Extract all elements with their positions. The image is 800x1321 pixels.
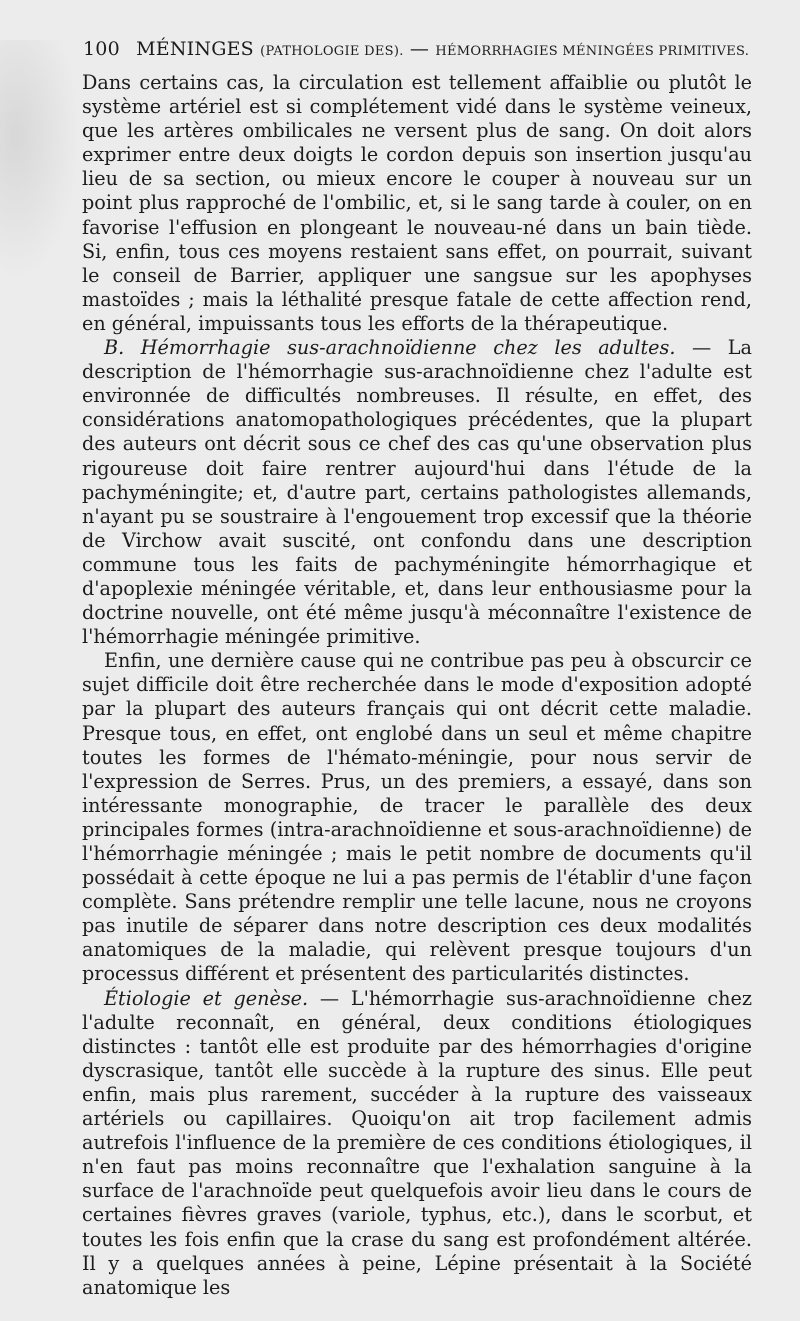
page-number: 100 [83,38,120,60]
paragraph-4-text: L'hémorrhagie sus-arachnoïdienne chez l'adulte reconnaît, en général, deux conditions étiologiques distinctes : tantôt elle est produite par des hémorrhagies d'origine dyscrasique, tantôt elle succède à la rupture des sinus. Elle peut enfin, mais plus rarement, succéder à la rupture des vaisseaux artériels ou capillaires. Quoiqu'on ait trop facilement admis autrefois l'influence de la première de ces conditions étiologiques, il n'en faut pas moins reconnaître que l'exhalation sanguine à la surface de l'arachnoïde peut quelquefois avoir lieu dans le cours de certaines fièvres graves (variole, typhus, etc.), dans le scorbut, et toutes les fois enfin que la crase du sang est profondément altérée. Il y a quelques années à peine, Lépine présentait à la Société anatomique les [82,986,752,1299]
running-header [83,38,753,60]
paragraph-1: Dans certains cas, la circulation est tellement affaiblie ou plutôt le système artériel est si complétement vidé dans le système veineux, que les artères ombilicales ne versent plus de sang. On doit alors exprimer entre deux doigts le cordon depuis son insertion jusqu'au lieu de sa section, ou mieux encore le couper à nouveau sur un point plus rapproché de l'ombilic, et, si le sang tarde à couler, on en favorise l'effusion en plongeant le nouveau-né dans un bain tiède. Si, enfin, tous ces moyens restaient sans effet, on pourrait, suivant le conseil de Barrier, appliquer une sangsue sur les apophyses mastoïdes ; mais la léthalité presque fatale de cette affection rend, en général, impuissants tous les efforts de la thérapeutique. [82,71,752,335]
section-heading-b: B. Hémorrhagie sus-arachnoïdienne chez les adultes. [104,336,676,360]
section-heading-etiologie: Étiologie et genèse. [104,986,309,1010]
paragraph-2-dash: — [692,336,712,360]
header-dash: — [409,38,430,60]
header-title: MÉNINGES [136,38,254,60]
paragraph-3: Enfin, une dernière cause qui ne contribue pas peu à obscurcir ce sujet difficile doit être recherchée dans le mode d'exposition adopté par la plupart des auteurs français qui ont décrit cette maladie. Presque tous, en effet, ont englobé dans un seul et même chapitre toutes les formes de l'hémato-méningie, pour nous servir de l'expression de Serres. Prus, un des premiers, a essayé, dans son intéressante monographie, de tracer le parallèle des deux principales formes (intra-arachnoïdienne et sous-arachnoïdienne) de l'hémorrhagie méningée ; mais le petit nombre de documents qu'il possédait à cette époque ne lui a pas permis de l'établir d'une façon complète. Sans prétendre remplir une telle lacune, nous ne croyons pas inutile de séparer dans notre description ces deux modalités anatomiques de la maladie, qui relèvent presque toujours d'un processus différent et présentent des particularités distinctes. [82,649,752,986]
paragraph-2-text: La description de l'hémorrhagie sus-arachnoïdienne chez l'adulte est environnée de difficultés nombreuses. Il résulte, en effet, des considérations anatomopathologiques précédentes, que la plupart des auteurs ont décrit sous ce chef des cas qu'une observation plus rigoureuse doit faire rentrer aujourd'hui dans l'étude de la pachyméningite; et, d'autre part, certains pathologistes allemands, n'ayant pu se soustraire à l'engouement trop excessif que la théorie de Virchow avait suscité, ont confondu dans une description commune tous les faits de pachyméningite hémorrhagique et d'apoplexie méningée véritable, et, dans leur enthousiasme pour la doctrine nouvelle, ont été même jusqu'à méconnaître l'existence de l'hémorrhagie méningée primitive. [82,336,752,649]
paragraph-4 [82,987,752,1300]
header-subtitle: (PATHOLOGIE DES). [260,44,404,59]
paragraph-4-dash: — [319,986,340,1010]
body-text [82,71,752,1300]
paragraph-2 [82,336,752,649]
header-section: HÉMORRHAGIES MÉNINGÉES PRIMITIVES. [435,44,750,59]
print-bleed-mark [0,40,80,280]
